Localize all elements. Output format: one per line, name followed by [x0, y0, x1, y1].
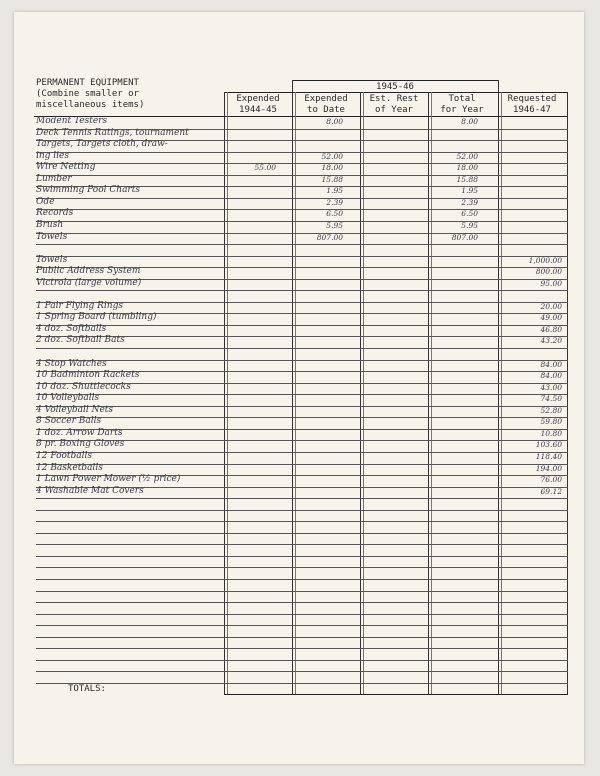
row-item-label: 8 pr. Boxing Gloves: [36, 439, 125, 450]
totals-label: TOTALS:: [68, 684, 106, 694]
table-row: [36, 450, 568, 465]
row-value-exp-to-date: 1.95: [326, 186, 343, 196]
row-item-label: 8 Soccer Balls: [36, 416, 102, 427]
column-header-expended-1944-45: Expended 1944-45: [236, 94, 280, 115]
table-row: [36, 164, 568, 176]
table-row: [36, 395, 568, 407]
row-value-total: 807.00: [451, 232, 478, 242]
row-item-label: Brush: [36, 219, 64, 230]
row-rule: [36, 683, 568, 684]
row-item-label: Ode: [36, 196, 55, 207]
row-item-label: 1 Pair Flying Rings: [36, 300, 123, 311]
table-row: [36, 381, 568, 396]
row-item-label: 2 doz. Softball Bats: [36, 335, 125, 346]
row-item-label: 10 doz. Shuttlecocks: [36, 381, 131, 392]
row-value-total: 18.00: [456, 163, 478, 173]
row-value-requested: 74.50: [540, 394, 562, 404]
row-rule: [36, 660, 568, 661]
row-item-label: 12 Basketballs: [36, 462, 103, 473]
row-item-label: 1 doz. Arrow Darts: [36, 427, 123, 438]
row-rule: [36, 533, 568, 534]
row-value-requested: 49.00: [540, 313, 562, 323]
row-item-label: 10 Volleyballs: [36, 393, 100, 404]
row-rule: [36, 510, 568, 511]
row-value-total: 2.39: [461, 197, 478, 207]
row-item-label: 10 Badminton Rackets: [36, 370, 140, 381]
row-rule: [36, 614, 568, 615]
row-rule: [36, 602, 568, 603]
row-rule: [36, 648, 568, 649]
totals-rule: [224, 694, 568, 695]
row-value-exp-to-date: 8.00: [326, 117, 343, 126]
row-item-label: 12 Footballs: [36, 450, 93, 461]
row-value-exp-to-date: 15.88: [321, 174, 343, 184]
row-item-label: Towels: [36, 231, 68, 242]
row-item-label: Lumber: [36, 173, 72, 184]
row-value-requested: 800.00: [535, 267, 562, 277]
table-row: [36, 337, 568, 349]
column-header-est-rest-of-year: Est. Rest of Year: [369, 94, 419, 115]
bleed-through-text: [232, 70, 237, 79]
table-row: [36, 196, 568, 211]
row-value-requested: 59.80: [540, 417, 562, 427]
row-value-exp-1944: 55.00: [254, 163, 276, 173]
header-left-rule: [224, 92, 292, 93]
row-item-label: 4 Stop Watches: [36, 358, 107, 369]
row-item-label: Modent Testers: [36, 116, 108, 126]
row-item-label: 1 Spring Board (tumbling): [36, 312, 157, 323]
row-value-exp-to-date: 807.00: [316, 232, 343, 242]
row-value-exp-to-date: 18.00: [321, 163, 343, 173]
row-value-total: 15.88: [456, 174, 478, 184]
row-value-exp-to-date: 2.39: [326, 197, 343, 207]
row-rule: [36, 556, 568, 557]
row-value-total: 5.95: [461, 220, 478, 230]
table-row: [36, 219, 568, 234]
row-value-exp-to-date: 52.00: [321, 151, 343, 161]
row-value-requested: 69.12: [540, 486, 562, 496]
table-row: [36, 349, 568, 361]
row-value-requested: 43.00: [540, 382, 562, 392]
row-item-label: ing lies: [36, 150, 69, 161]
row-value-requested: 194.00: [535, 463, 562, 473]
row-rule: [36, 544, 568, 545]
row-value-total: 52.00: [456, 151, 478, 161]
row-item-label: Towels: [36, 254, 68, 265]
row-value-requested: 84.00: [540, 371, 562, 381]
row-rule: [36, 637, 568, 638]
column-header-requested-1946-47: Requested 1946-47: [507, 94, 557, 115]
table-row: [36, 187, 568, 199]
row-item-label: Deck Tennis Ratings, tournament: [36, 127, 189, 138]
table-row: [36, 441, 568, 453]
row-item-label: Wire Netting: [36, 162, 96, 173]
row-value-requested: 84.00: [540, 359, 562, 369]
section-title: PERMANENT EQUIPMENT: [36, 78, 139, 88]
row-value-requested: 95.00: [540, 278, 562, 288]
row-rule: [36, 671, 568, 672]
row-rule: [36, 521, 568, 522]
row-value-requested: 76.00: [540, 475, 562, 485]
row-item-label: 4 Volleyball Nets: [36, 404, 114, 415]
year-group-header: 1945-46: [376, 82, 414, 92]
row-item-label: Victrola (large volume): [36, 277, 142, 288]
table-row: [36, 277, 568, 292]
row-value-requested: 46.80: [540, 324, 562, 334]
row-item-label: 4 doz. Softballs: [36, 323, 107, 334]
table-row: [36, 404, 568, 419]
header-bottom-rule: [34, 116, 568, 117]
table-row: [36, 210, 568, 222]
header-right-rule: [498, 92, 568, 93]
row-item-label: Public Address System: [36, 266, 141, 277]
table-row: [36, 485, 568, 500]
row-item-label: Targets, Targets cloth, draw-: [36, 139, 168, 150]
row-value-total: 1.95: [461, 186, 478, 196]
section-subtitle: (Combine smaller or miscellaneous items): [36, 89, 145, 110]
row-value-requested: 20.00: [540, 301, 562, 311]
table-row: [36, 314, 568, 326]
row-rule: [36, 591, 568, 592]
table-row: [36, 245, 568, 257]
row-item-label: Swimming Pool Charts: [36, 185, 140, 196]
row-value-requested: 52.80: [540, 405, 562, 415]
header-top-rule: [292, 80, 498, 81]
column-header-total-for-year: Total for Year: [440, 94, 484, 115]
row-value-total: 6.50: [461, 209, 478, 219]
header-year-rule: [292, 92, 498, 93]
row-item-label: 4 Washable Mat Covers: [36, 485, 144, 496]
row-item-label: 1 Lawn Power Mower (½ price): [36, 474, 181, 485]
row-value-exp-to-date: 5.95: [326, 220, 343, 230]
row-value-total: 8.00: [461, 117, 478, 126]
table-row: [36, 141, 568, 153]
row-rule: [36, 625, 568, 626]
row-value-exp-to-date: 6.50: [326, 209, 343, 219]
row-value-requested: 1,000.00: [528, 255, 562, 265]
row-value-requested: 43.20: [540, 336, 562, 346]
row-value-requested: 103.60: [535, 440, 562, 450]
row-item-label: Records: [36, 208, 74, 219]
row-rule: [36, 567, 568, 568]
table-row: [36, 231, 568, 246]
row-value-requested: 10.80: [540, 428, 562, 438]
row-value-requested: 118.40: [535, 451, 562, 461]
column-header-expended-to-date: Expended to Date: [304, 94, 348, 115]
table-row: [36, 150, 568, 165]
row-rule: [36, 579, 568, 580]
